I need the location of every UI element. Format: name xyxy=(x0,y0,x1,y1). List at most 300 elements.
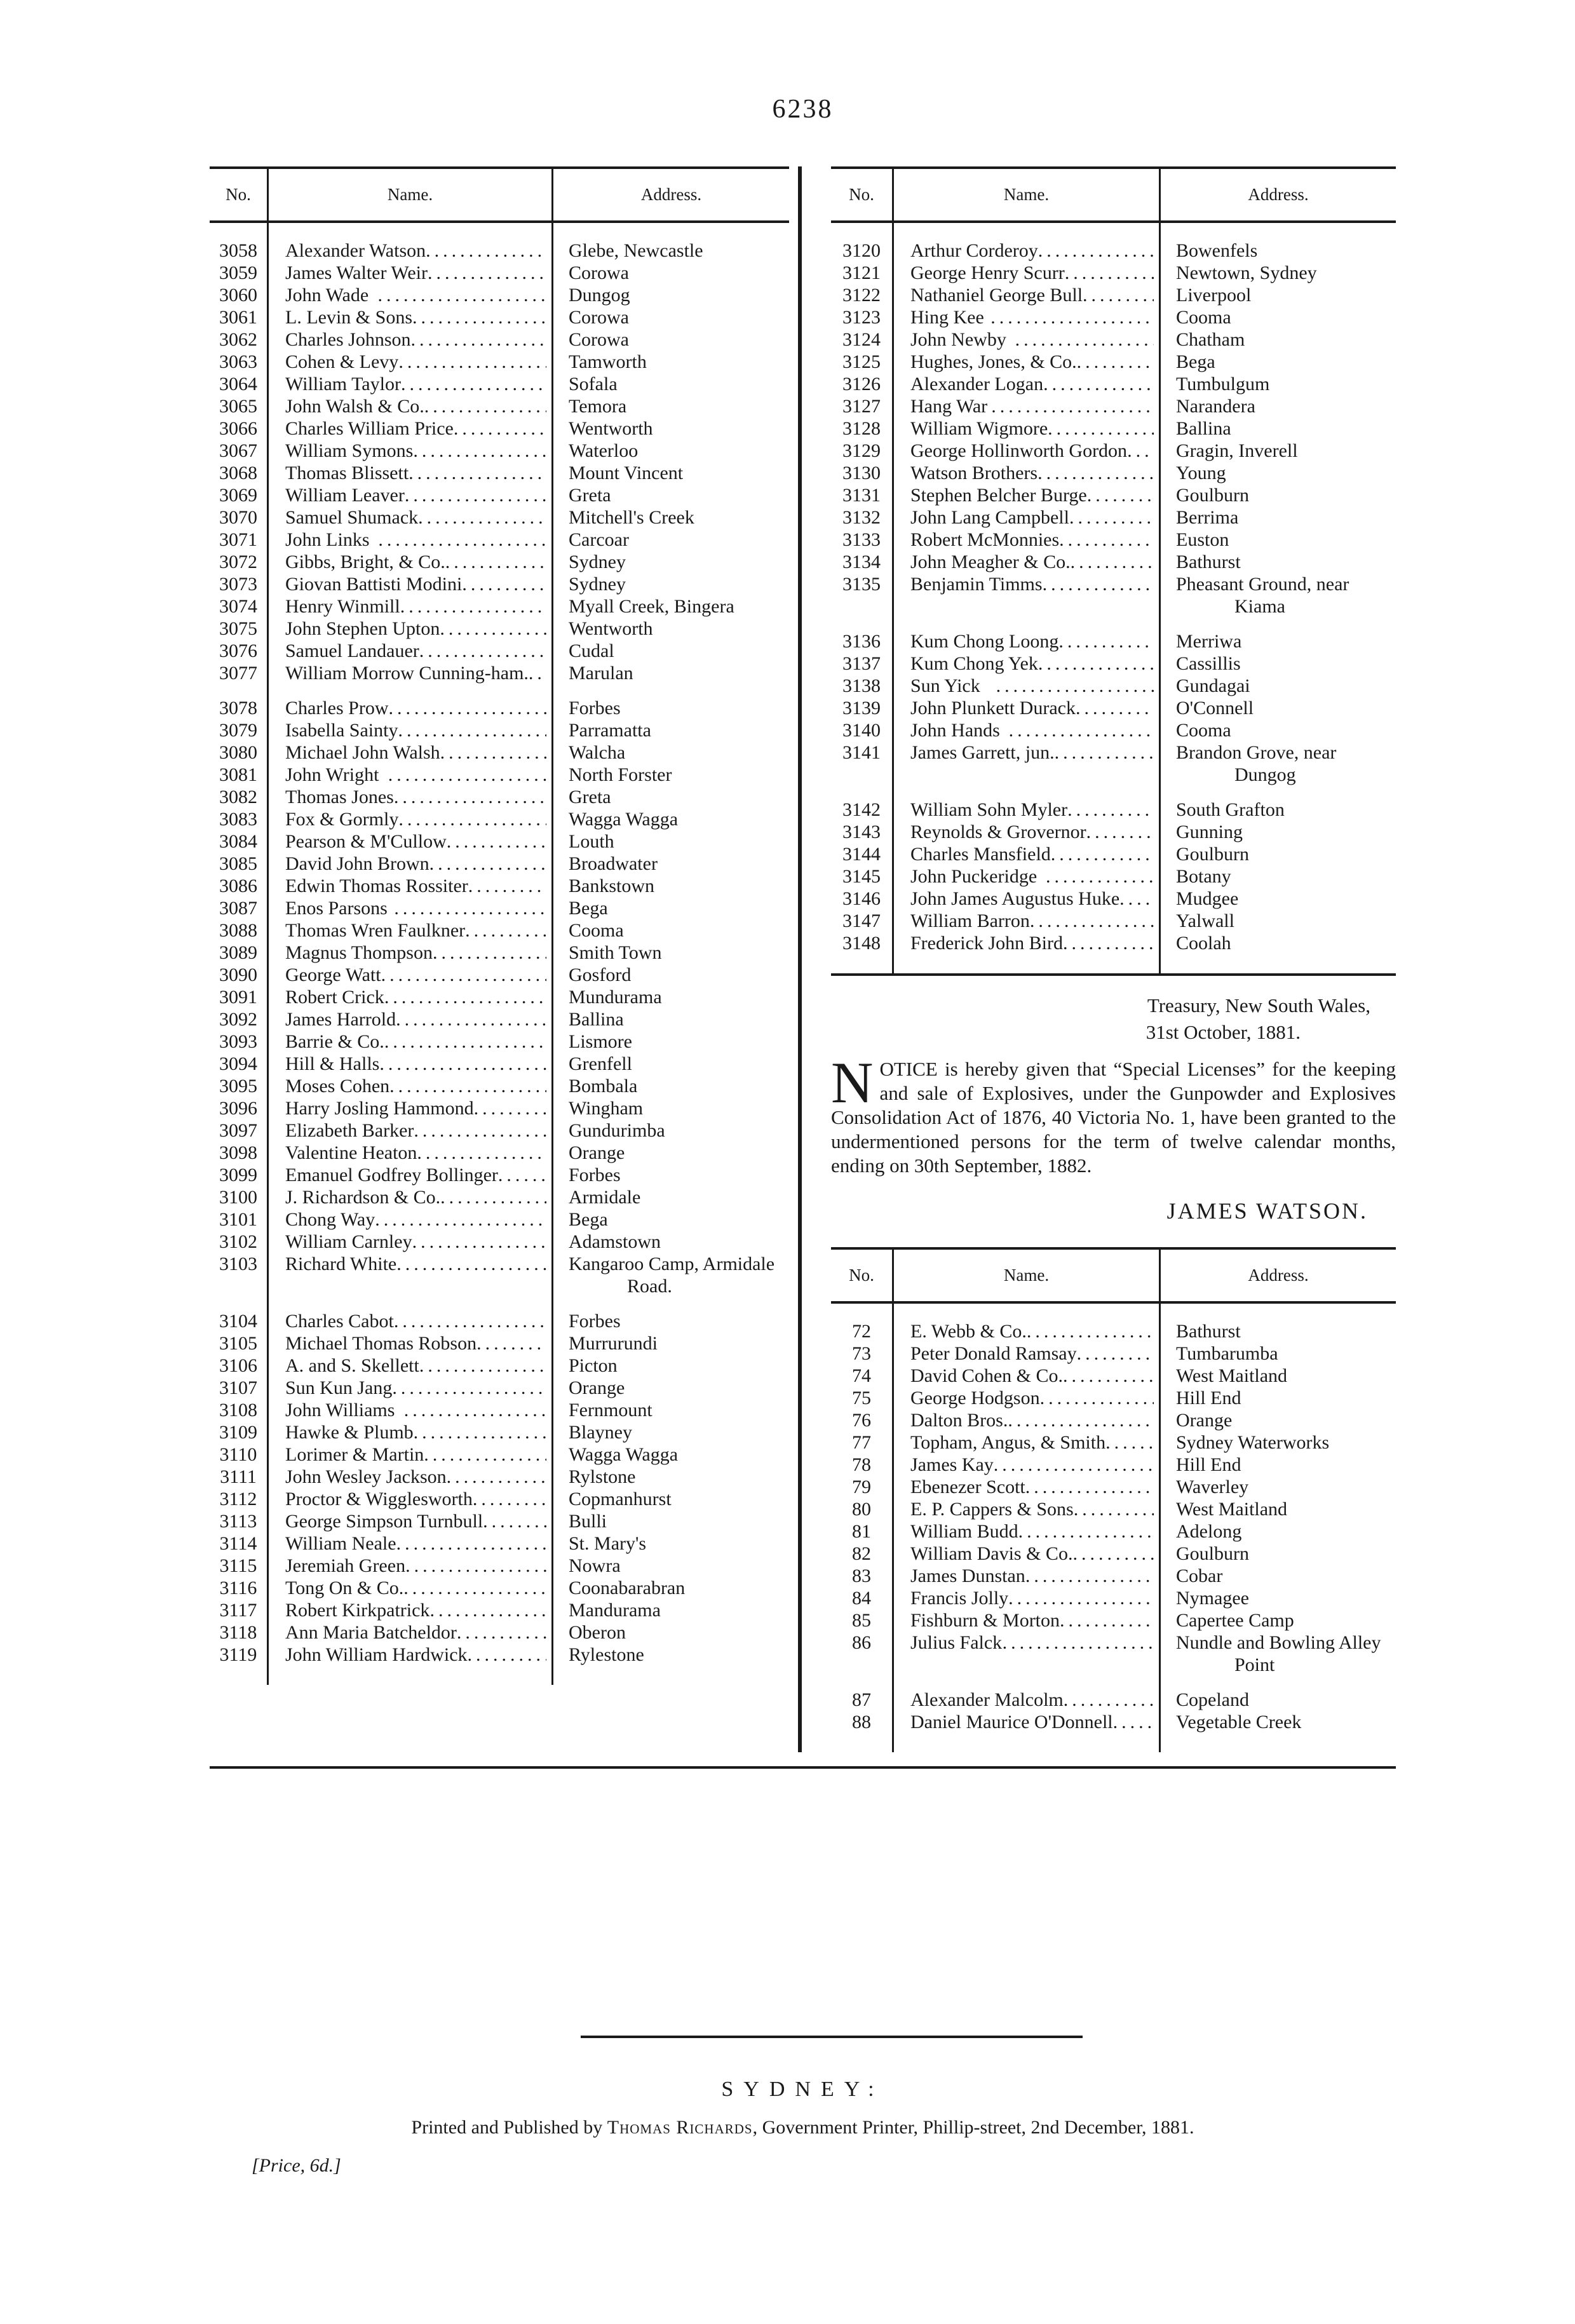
row-number: 3076 xyxy=(219,640,257,661)
dot-leader xyxy=(1051,843,1154,865)
row-number: 3085 xyxy=(219,853,257,874)
row-name: William Barron ..... xyxy=(892,910,1159,932)
row-name: Frederick John Bird ..... xyxy=(892,932,1159,973)
row-address: Goulburn xyxy=(1159,1543,1396,1565)
dot-leader xyxy=(384,1030,546,1053)
column-header-no: No. xyxy=(849,1266,874,1285)
row-number: 3114 xyxy=(219,1533,257,1554)
row-address: Forbes xyxy=(551,1310,789,1332)
table-row xyxy=(210,1488,789,1510)
row-address: Lismore xyxy=(551,1030,789,1053)
dot-leader xyxy=(1077,1342,1154,1365)
table-row xyxy=(831,506,1396,529)
table-row xyxy=(210,719,789,741)
row-name: William Carnley ..... xyxy=(267,1231,551,1253)
row-name: Emanuel Godfrey Bollinger ..... xyxy=(267,1164,551,1186)
row-number: 3062 xyxy=(219,329,257,350)
row-address: Tamworth xyxy=(551,351,789,373)
table-row xyxy=(831,652,1396,675)
row-name: Topham, Angus, & Smith ..... xyxy=(892,1431,1159,1454)
row-name: Thomas Blissett ..... xyxy=(267,462,551,484)
row-name: John Williams ..... xyxy=(267,1399,551,1421)
dot-leader xyxy=(419,640,546,662)
row-name: William Taylor ..... xyxy=(267,373,551,395)
dot-leader xyxy=(429,853,546,875)
column-header-no: No. xyxy=(226,185,251,204)
table-row xyxy=(210,484,789,506)
dot-leader xyxy=(413,440,546,462)
row-number: 3125 xyxy=(842,351,881,372)
row-address: Newtown, Sydney xyxy=(1159,262,1396,284)
row-number: 3132 xyxy=(842,507,881,528)
row-name: Lorimer & Martin ..... xyxy=(267,1443,551,1466)
row-name: Chong Way ..... xyxy=(267,1208,551,1231)
row-name: E. P. Cappers & Sons ..... xyxy=(892,1498,1159,1520)
row-number: 3123 xyxy=(842,307,881,328)
row-number: 74 xyxy=(852,1365,871,1386)
dot-leader xyxy=(1119,888,1154,910)
table-row xyxy=(210,1186,789,1208)
row-name: James Walter Weir ..... xyxy=(267,262,551,284)
row-number: 3090 xyxy=(219,964,257,985)
row-address: Corowa xyxy=(551,328,789,351)
row-number: 78 xyxy=(852,1454,871,1475)
row-number: 3107 xyxy=(219,1377,257,1398)
row-number: 3078 xyxy=(219,698,257,719)
row-address: Orange xyxy=(551,1142,789,1164)
table-row xyxy=(210,697,789,719)
row-address: Glebe, Newcastle xyxy=(551,223,789,262)
row-number: 3080 xyxy=(219,742,257,763)
row-name: George Henry Scurr ..... xyxy=(892,262,1159,284)
table-row xyxy=(210,1253,789,1310)
dot-leader xyxy=(1086,821,1154,843)
row-name: Fishburn & Morton ..... xyxy=(892,1609,1159,1632)
row-number: 87 xyxy=(852,1689,871,1710)
table-row xyxy=(831,932,1396,973)
table-row xyxy=(210,1599,789,1621)
row-name: George Simpson Turnbull ..... xyxy=(267,1510,551,1532)
dot-leader xyxy=(1018,1520,1154,1543)
table-row xyxy=(831,1454,1396,1476)
notice-signature: JAMES WATSON. xyxy=(1166,1198,1368,1224)
column-header-name: Name. xyxy=(267,169,551,220)
row-number: 3091 xyxy=(219,987,257,1008)
table-row xyxy=(831,328,1396,351)
column-header-address: Address. xyxy=(1159,169,1396,220)
row-name: Ann Maria Batcheldor ..... xyxy=(267,1621,551,1644)
row-address: Ballina xyxy=(551,1008,789,1030)
row-name: John Puckeridge ..... xyxy=(892,865,1159,888)
row-address: Greta xyxy=(551,786,789,808)
row-name: John Wesley Jackson ..... xyxy=(267,1466,551,1488)
row-address: Cooma xyxy=(551,919,789,942)
row-name: Tong On & Co. ..... xyxy=(267,1577,551,1599)
row-address: Blayney xyxy=(551,1421,789,1443)
row-address: Gundurimba xyxy=(551,1119,789,1142)
row-number: 3109 xyxy=(219,1422,257,1443)
row-name: Valentine Heaton ..... xyxy=(267,1142,551,1164)
row-number: 3074 xyxy=(219,596,257,617)
row-number: 3130 xyxy=(842,463,881,483)
row-number: 3124 xyxy=(842,329,881,350)
dot-leader xyxy=(412,306,546,328)
dot-leader xyxy=(392,1377,546,1399)
row-address: Waterloo xyxy=(551,440,789,462)
row-address: Brandon Grove, near Dungog xyxy=(1159,741,1396,799)
treasury-place-line: Treasury, New South Wales, xyxy=(1147,994,1370,1017)
row-number: 3108 xyxy=(219,1400,257,1421)
table-header-row xyxy=(831,1247,1396,1304)
row-number: 85 xyxy=(852,1610,871,1631)
row-number: 3068 xyxy=(219,463,257,483)
table-row xyxy=(210,1097,789,1119)
table-row xyxy=(831,1543,1396,1565)
table-row xyxy=(831,417,1396,440)
row-number: 3115 xyxy=(219,1555,257,1576)
table-row xyxy=(831,484,1396,506)
dot-leader xyxy=(1074,1498,1154,1520)
row-address: St. Mary's xyxy=(551,1532,789,1555)
dot-leader xyxy=(426,240,546,262)
dot-leader xyxy=(454,417,546,440)
table-row xyxy=(210,1644,789,1685)
row-address: Tumbulgum xyxy=(1159,373,1396,395)
row-name: A. and S. Skellett ..... xyxy=(267,1355,551,1377)
row-name: John Wright ..... xyxy=(267,764,551,786)
column-header-no: No. xyxy=(849,185,874,204)
row-address: Liverpool xyxy=(1159,284,1396,306)
printer-name: Thomas Richards xyxy=(607,2117,753,2138)
row-address: Young xyxy=(1159,462,1396,484)
row-number: 3089 xyxy=(219,942,257,963)
table-row xyxy=(831,440,1396,462)
dot-leader xyxy=(398,351,546,373)
table-row xyxy=(210,1621,789,1644)
row-address: O'Connell xyxy=(1159,697,1396,719)
table-row xyxy=(831,799,1396,821)
dot-leader xyxy=(447,830,546,853)
dot-leader xyxy=(398,719,546,741)
row-address: Copmanhurst xyxy=(551,1488,789,1510)
row-name: David Cohen & Co. ..... xyxy=(892,1365,1159,1387)
table-row xyxy=(210,595,789,618)
row-name: Benjamin Timms ..... xyxy=(892,573,1159,630)
row-name: Pearson & M'Cullow ..... xyxy=(267,830,551,853)
row-name: William Leaver ..... xyxy=(267,484,551,506)
row-name: Charles Mansfield ..... xyxy=(892,843,1159,865)
row-name: Gibbs, Bright, & Co. ..... xyxy=(267,551,551,573)
dot-leader xyxy=(529,662,546,684)
dot-leader xyxy=(1038,462,1154,484)
dot-leader xyxy=(424,1443,546,1466)
table-row xyxy=(210,1355,789,1377)
row-number: 3101 xyxy=(219,1209,257,1230)
two-column-layout xyxy=(210,166,1396,1752)
row-address: Mundurama xyxy=(551,986,789,1008)
row-name: William Davis & Co. ..... xyxy=(892,1543,1159,1565)
row-name: Hawke & Plumb ..... xyxy=(267,1421,551,1443)
table-row xyxy=(210,986,789,1008)
row-number: 3116 xyxy=(219,1577,257,1598)
dot-leader xyxy=(1038,240,1154,262)
dot-leader xyxy=(424,395,546,417)
dot-leader xyxy=(381,964,546,986)
table-row xyxy=(831,1520,1396,1543)
row-number: 3138 xyxy=(842,675,881,696)
table-header-row xyxy=(831,166,1396,223)
dot-leader xyxy=(428,262,546,284)
row-address: Corowa xyxy=(551,262,789,284)
row-address: Bega xyxy=(551,1208,789,1231)
table-row xyxy=(210,462,789,484)
row-address: Capertee Camp xyxy=(1159,1609,1396,1632)
row-number: 3118 xyxy=(219,1622,257,1643)
row-name: Hang War ..... xyxy=(892,395,1159,417)
row-name: John Newby ..... xyxy=(892,328,1159,351)
row-name: Proctor & Wigglesworth ..... xyxy=(267,1488,551,1510)
row-number: 3084 xyxy=(219,831,257,852)
row-name: George Hollinworth Gordon ..... xyxy=(892,440,1159,462)
table-row xyxy=(210,328,789,351)
table-row xyxy=(831,630,1396,652)
row-address: Hill End xyxy=(1159,1454,1396,1476)
row-address: Nowra xyxy=(551,1555,789,1577)
row-number: 3061 xyxy=(219,307,257,328)
row-number: 3066 xyxy=(219,418,257,439)
row-address: West Maitland xyxy=(1159,1498,1396,1520)
row-address: Temora xyxy=(551,395,789,417)
table-row xyxy=(831,1565,1396,1587)
dot-leader xyxy=(465,919,546,942)
dot-leader xyxy=(1008,1409,1154,1431)
row-name: John Meagher & Co. ..... xyxy=(892,551,1159,573)
right-column xyxy=(831,166,1396,1752)
row-name: Isabella Sainty ..... xyxy=(267,719,551,741)
row-number: 3104 xyxy=(219,1311,257,1332)
row-number: 3135 xyxy=(842,574,881,595)
row-number: 3144 xyxy=(842,844,881,865)
table-row xyxy=(831,573,1396,630)
row-name: William Wigmore ..... xyxy=(892,417,1159,440)
table-row xyxy=(210,1164,789,1186)
dot-leader xyxy=(1048,417,1154,440)
row-number: 3097 xyxy=(219,1120,257,1141)
row-number: 3129 xyxy=(842,440,881,461)
dot-leader xyxy=(1063,932,1154,954)
dot-leader xyxy=(1055,741,1154,764)
row-address: Merriwa xyxy=(1159,630,1396,652)
row-name: Peter Donald Ramsay ..... xyxy=(892,1342,1159,1365)
row-address: Forbes xyxy=(551,697,789,719)
table-row xyxy=(210,1443,789,1466)
row-name: Hill & Halls ..... xyxy=(267,1053,551,1075)
row-address: North Forster xyxy=(551,764,789,786)
dot-leader xyxy=(440,618,546,640)
row-address: Wentworth xyxy=(551,417,789,440)
row-name: Robert Kirkpatrick ..... xyxy=(267,1599,551,1621)
dot-leader xyxy=(498,1164,546,1186)
row-number: 3117 xyxy=(219,1600,257,1621)
table-row xyxy=(210,440,789,462)
table-row xyxy=(210,1053,789,1075)
dot-leader xyxy=(429,1599,546,1621)
row-address: Hill End xyxy=(1159,1387,1396,1409)
table-row xyxy=(210,1332,789,1355)
dot-leader xyxy=(417,1142,546,1164)
column-header-name: Name. xyxy=(892,169,1159,220)
row-name: Hing Kee ..... xyxy=(892,306,1159,328)
row-name: William Neale ..... xyxy=(267,1532,551,1555)
row-name: James Dunstan ..... xyxy=(892,1565,1159,1587)
row-name: Alexander Logan ..... xyxy=(892,373,1159,395)
row-number: 73 xyxy=(852,1343,871,1364)
dot-leader xyxy=(384,986,546,1008)
row-name: Dalton Bros. ..... xyxy=(892,1409,1159,1431)
dot-leader xyxy=(990,306,1154,328)
row-address: Cobar xyxy=(1159,1565,1396,1587)
row-address: Walcha xyxy=(551,741,789,764)
dot-leader xyxy=(405,484,546,506)
row-number: 3120 xyxy=(842,240,881,261)
row-name: Richard White ..... xyxy=(267,1253,551,1310)
row-name: Sun Yick ..... xyxy=(892,675,1159,697)
row-name: John Walsh & Co. ..... xyxy=(267,395,551,417)
dot-leader xyxy=(447,1466,546,1488)
table-row xyxy=(831,1711,1396,1752)
dot-leader xyxy=(1069,506,1154,529)
dot-leader xyxy=(414,1119,546,1142)
row-number: 3098 xyxy=(219,1142,257,1163)
row-number: 3126 xyxy=(842,374,881,395)
row-number: 3065 xyxy=(219,396,257,417)
row-address: Mount Vincent xyxy=(551,462,789,484)
row-name: Robert McMonnies ..... xyxy=(892,529,1159,551)
table-row xyxy=(831,741,1396,799)
row-number: 3140 xyxy=(842,720,881,741)
row-name: Stephen Belcher Burge ..... xyxy=(892,484,1159,506)
dot-leader xyxy=(433,942,546,964)
table-row xyxy=(210,808,789,830)
table-row xyxy=(210,741,789,764)
table-row xyxy=(210,764,789,786)
row-name: Alexander Malcolm ..... xyxy=(892,1689,1159,1711)
table-row xyxy=(210,373,789,395)
row-number: 3058 xyxy=(219,240,257,261)
row-name: Nathaniel George Bull ..... xyxy=(892,284,1159,306)
row-name: Ebenezer Scott ..... xyxy=(892,1476,1159,1498)
row-address: Goulburn xyxy=(1159,484,1396,506)
row-number: 75 xyxy=(852,1388,871,1409)
table-row xyxy=(210,417,789,440)
row-address: Corowa xyxy=(551,306,789,328)
dot-leader xyxy=(445,551,546,573)
row-name: Kum Chong Yek ..... xyxy=(892,652,1159,675)
row-number: 86 xyxy=(852,1632,871,1653)
row-name: J. Richardson & Co. ..... xyxy=(267,1186,551,1208)
row-number: 3143 xyxy=(842,821,881,842)
dot-leader xyxy=(474,1097,546,1119)
table-row xyxy=(210,1142,789,1164)
dot-leader xyxy=(388,764,546,786)
footer-imprint xyxy=(210,2117,1396,2138)
row-name: Kum Chong Loong ..... xyxy=(892,630,1159,652)
row-number: 3073 xyxy=(219,574,257,595)
row-number: 3081 xyxy=(219,764,257,785)
row-number: 3137 xyxy=(842,653,881,674)
row-address: Marulan xyxy=(551,662,789,697)
dot-leader xyxy=(1008,1587,1154,1609)
row-number: 3122 xyxy=(842,285,881,306)
row-name: James Kay ..... xyxy=(892,1454,1159,1476)
table-row xyxy=(210,1030,789,1053)
row-number: 3112 xyxy=(219,1489,257,1510)
table-row xyxy=(831,284,1396,306)
dot-leader xyxy=(1077,351,1154,373)
table-row xyxy=(831,697,1396,719)
row-address: Armidale xyxy=(551,1186,789,1208)
row-name: Magnus Thompson ..... xyxy=(267,942,551,964)
row-number: 3092 xyxy=(219,1009,257,1030)
row-name: William Sohn Myler ..... xyxy=(892,799,1159,821)
row-number: 3106 xyxy=(219,1355,257,1376)
row-address: Smith Town xyxy=(551,942,789,964)
page-bottom-rule xyxy=(210,1766,1396,1769)
row-name: Watson Brothers ..... xyxy=(892,462,1159,484)
dot-leader xyxy=(1127,440,1154,462)
row-address: Gundagai xyxy=(1159,675,1396,697)
table-row xyxy=(831,1304,1396,1342)
row-name: Hughes, Jones, & Co. ..... xyxy=(892,351,1159,373)
row-address: Bega xyxy=(1159,351,1396,373)
dot-leader xyxy=(1087,484,1154,506)
footer-city: SYDNEY: xyxy=(721,2077,884,2101)
table-row xyxy=(210,395,789,417)
row-number: 3134 xyxy=(842,551,881,572)
row-address: Wingham xyxy=(551,1097,789,1119)
table-row xyxy=(210,1510,789,1532)
treasury-date-line: 31st October, 1881. xyxy=(1146,1021,1301,1043)
row-name: Reynolds & Grovernor ..... xyxy=(892,821,1159,843)
row-name: L. Levin & Sons ..... xyxy=(267,306,551,328)
row-name: Michael Thomas Robson ..... xyxy=(267,1332,551,1355)
dot-leader xyxy=(473,1488,546,1510)
row-address: Bankstown xyxy=(551,875,789,897)
dot-leader xyxy=(418,506,546,529)
dot-leader xyxy=(1063,1365,1154,1387)
row-address: Nundle and Bowling Alley Point xyxy=(1159,1632,1396,1689)
dot-leader xyxy=(1076,697,1154,719)
dot-leader xyxy=(1015,328,1154,351)
row-name: John Stephen Upton ..... xyxy=(267,618,551,640)
row-number: 3087 xyxy=(219,898,257,919)
dot-leader xyxy=(1030,910,1154,932)
row-number: 3086 xyxy=(219,875,257,896)
dot-leader xyxy=(477,1332,546,1355)
row-name: Charles Johnson ..... xyxy=(267,328,551,351)
table-row xyxy=(831,675,1396,697)
row-name: Thomas Jones ..... xyxy=(267,786,551,808)
row-address: Kangaroo Camp, Armidale Road. xyxy=(551,1253,789,1310)
dot-leader xyxy=(394,1310,546,1332)
dot-leader xyxy=(403,1577,546,1599)
row-name: John James Augustus Huke ..... xyxy=(892,888,1159,910)
row-number: 3141 xyxy=(842,742,881,763)
row-number: 3139 xyxy=(842,698,881,719)
dot-leader xyxy=(388,697,546,719)
row-address: Picton xyxy=(551,1355,789,1377)
dot-leader xyxy=(419,1355,546,1377)
